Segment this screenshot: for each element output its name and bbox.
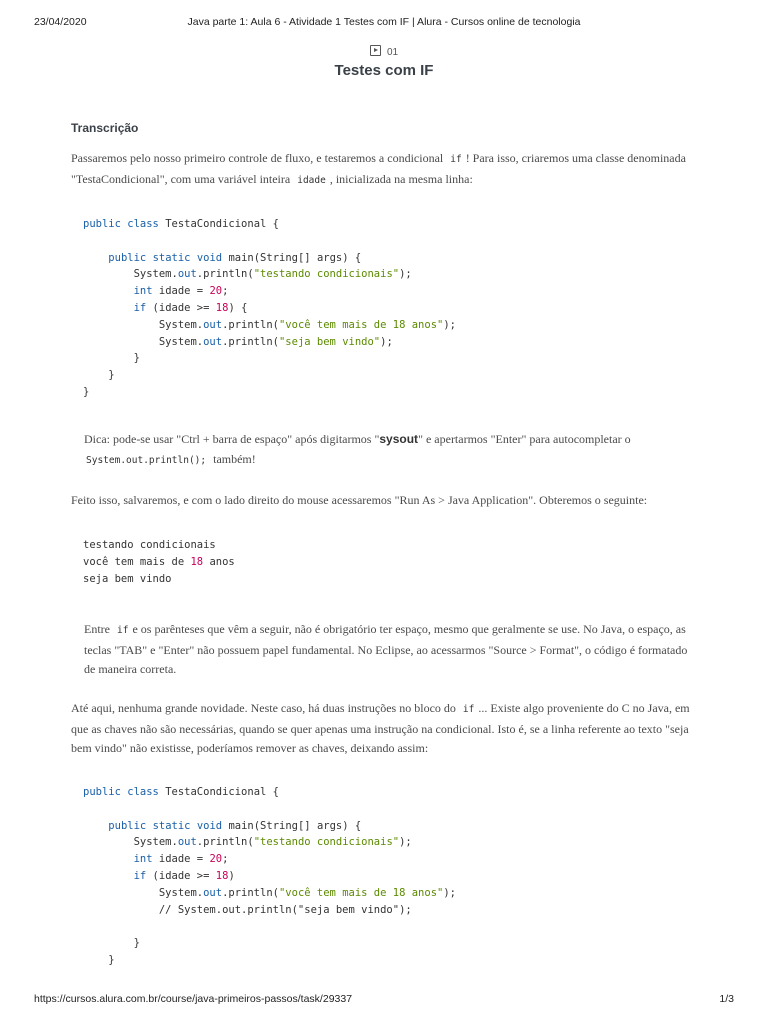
code-token bbox=[83, 870, 134, 882]
tip-bold-sysout: sysout bbox=[379, 432, 419, 446]
spacing-text-1: Entre bbox=[84, 622, 110, 636]
code-line bbox=[83, 283, 456, 300]
code-token: System. bbox=[83, 335, 204, 348]
code-token: .println( bbox=[222, 318, 279, 331]
code-line bbox=[83, 300, 456, 317]
code-token: public bbox=[108, 251, 147, 264]
code-token: class bbox=[127, 218, 159, 230]
code-token: if bbox=[133, 869, 147, 882]
code-token: seja bem vindo bbox=[83, 572, 172, 585]
code-line bbox=[83, 537, 235, 554]
intro-text-3: , inicializada na mesma linha: bbox=[329, 171, 473, 186]
tip-paragraph bbox=[84, 430, 699, 470]
code-token: (idade >= bbox=[146, 869, 216, 882]
page-title: Testes com IF bbox=[334, 62, 434, 79]
print-url: https://cursos.alura.com.br/course/java-primeiros-passos/task/29337 bbox=[34, 993, 353, 1005]
code-token: out bbox=[203, 886, 223, 899]
code-token: class bbox=[127, 786, 159, 798]
tip-text-3: também! bbox=[210, 451, 256, 466]
code-line bbox=[83, 554, 235, 571]
code-line bbox=[83, 935, 456, 952]
inline-code-if-2: if bbox=[117, 625, 129, 636]
intro-paragraph bbox=[71, 149, 699, 190]
code-line bbox=[83, 834, 456, 851]
code-token: ); bbox=[399, 268, 412, 281]
code-line bbox=[83, 952, 456, 969]
code-line bbox=[83, 334, 456, 351]
code-line bbox=[83, 571, 235, 588]
code-token: // System.out.println("seja bem vindo"); bbox=[83, 903, 412, 916]
tip-text-1: Dica: pode-se usar "Ctrl + barra de espaço" após digitarmos " bbox=[84, 432, 380, 446]
code-line bbox=[83, 233, 456, 250]
code-line bbox=[83, 851, 456, 868]
code-token bbox=[83, 302, 134, 314]
code-token: int bbox=[133, 853, 153, 866]
code-token: 18 bbox=[215, 301, 229, 314]
lesson-number bbox=[0, 45, 768, 58]
code-token: } bbox=[83, 385, 90, 398]
code-line bbox=[83, 868, 456, 885]
code-line bbox=[83, 266, 456, 283]
transcript-heading: Transcrição bbox=[71, 121, 139, 135]
code-token: .println( bbox=[196, 836, 254, 849]
code-token: ); bbox=[380, 335, 393, 348]
braces-text-2: ... Existe algo proveniente do C no Java, em que as chaves não são necessárias, quando se quer apenas uma instrução na condicional. Isto é, se a linha referente ao texto "seja bem vindo" não existisse, poderíamos remover as chaves, deixando assim: bbox=[71, 701, 690, 755]
spacing-paragraph bbox=[84, 620, 699, 680]
code-token: "testando condicionais" bbox=[253, 268, 400, 281]
code-token: out bbox=[177, 836, 197, 849]
code-token: System. bbox=[83, 836, 178, 849]
code-line bbox=[83, 784, 456, 801]
code-block-2 bbox=[83, 784, 456, 969]
spacing-text-2: e os parênteses que vêm a seguir, não é obrigatório ter espaço, mesmo que geralmente se use. No Java, o espaço, as teclas "TAB" e "Enter" não possuem papel fundamental. No Eclipse, ao acessarmos "Source > Format", o código é formatado de maneira correta. bbox=[84, 622, 688, 676]
code-token: "testando condicionais" bbox=[253, 836, 400, 849]
code-line bbox=[83, 216, 456, 233]
lesson-number-text: 01 bbox=[386, 47, 399, 58]
code-token: .println( bbox=[222, 335, 279, 348]
code-token: public bbox=[83, 218, 121, 230]
code-line bbox=[83, 818, 456, 835]
code-token: { bbox=[266, 218, 280, 230]
code-token: idade = bbox=[152, 853, 210, 866]
code-token: System. bbox=[83, 268, 178, 281]
code-token: out bbox=[203, 318, 223, 331]
inline-code-if: if bbox=[450, 154, 462, 165]
print-date: 23/04/2020 bbox=[34, 16, 87, 28]
code-token: anos bbox=[203, 555, 235, 568]
code-token: "seja bem vindo" bbox=[278, 335, 381, 348]
code-token: } bbox=[83, 352, 140, 365]
code-token: ; bbox=[222, 853, 229, 866]
play-square-icon bbox=[370, 45, 381, 56]
code-line bbox=[83, 902, 456, 919]
code-token bbox=[83, 285, 134, 297]
braces-text-1: Até aqui, nenhuma grande novidade. Neste caso, há duas instruções no bloco do bbox=[71, 701, 456, 715]
run-paragraph: Feito isso, salvaremos, e com o lado direito do mouse acessaremos "Run As > Java Application". Obteremos o seguinte: bbox=[71, 493, 648, 507]
code-line bbox=[83, 317, 456, 334]
code-token: "você tem mais de 18 anos" bbox=[278, 886, 444, 899]
code-line bbox=[83, 885, 456, 902]
code-token: .println( bbox=[222, 886, 279, 899]
code-token: public bbox=[108, 819, 147, 832]
braces-paragraph bbox=[71, 699, 699, 759]
code-token: TestaCondicional bbox=[165, 218, 267, 230]
code-token: ); bbox=[443, 318, 457, 331]
code-line bbox=[83, 801, 456, 818]
code-block-1 bbox=[83, 216, 456, 401]
code-token: .println( bbox=[196, 268, 254, 281]
code-token: System. bbox=[83, 318, 204, 331]
code-token: 20 bbox=[209, 285, 223, 298]
code-token: (idade >= bbox=[146, 301, 216, 314]
code-token: } bbox=[83, 937, 140, 950]
code-token: out bbox=[177, 268, 197, 281]
inline-code-println: System.out.println(); bbox=[86, 454, 207, 466]
print-page-title: Java parte 1: Aula 6 - Atividade 1 Testes com IF | Alura - Cursos online de tecnologia bbox=[187, 16, 581, 28]
code-token: out bbox=[203, 335, 223, 348]
code-token: testando condicionais bbox=[83, 539, 216, 551]
print-page-number: 1/3 bbox=[719, 993, 734, 1005]
code-token: 18 bbox=[215, 869, 229, 882]
code-token: public bbox=[83, 786, 121, 798]
code-token: main(String[] args) { bbox=[222, 819, 362, 832]
code-line bbox=[83, 918, 456, 935]
code-token bbox=[83, 853, 134, 865]
intro-text-2: ! Para isso, criaremos uma classe denominada "TestaCondicional", com uma variável inteira bbox=[71, 151, 686, 186]
code-token: ); bbox=[443, 886, 457, 899]
code-token: { bbox=[266, 786, 280, 798]
code-token: } bbox=[83, 369, 115, 382]
code-token: void bbox=[196, 819, 223, 832]
code-token: TestaCondicional bbox=[165, 786, 267, 798]
intro-text-1: Passaremos pelo nosso primeiro controle de fluxo, e testaremos a condicional bbox=[71, 151, 444, 165]
code-token: int bbox=[133, 285, 153, 298]
code-line bbox=[83, 350, 456, 367]
code-token: main(String[] args) { bbox=[222, 251, 362, 264]
code-token bbox=[83, 252, 108, 264]
code-token: você tem mais de bbox=[83, 555, 191, 568]
code-token: 18 bbox=[190, 555, 204, 568]
code-token: } bbox=[83, 953, 115, 966]
code-token: static bbox=[152, 819, 191, 832]
code-line bbox=[83, 384, 456, 401]
code-token bbox=[83, 820, 108, 832]
code-token: 20 bbox=[209, 853, 223, 866]
code-line bbox=[83, 250, 456, 267]
code-token: if bbox=[133, 301, 147, 314]
code-token: ); bbox=[399, 836, 412, 849]
output-block bbox=[83, 537, 235, 587]
code-token: idade = bbox=[152, 285, 210, 298]
code-token: "você tem mais de 18 anos" bbox=[278, 318, 444, 331]
code-token: System. bbox=[83, 886, 204, 899]
code-token: void bbox=[196, 251, 223, 264]
code-token: ) { bbox=[228, 301, 248, 314]
code-token: ; bbox=[222, 285, 229, 298]
code-line bbox=[83, 367, 456, 384]
inline-code-if-3: if bbox=[462, 704, 475, 715]
code-token: static bbox=[152, 251, 191, 264]
code-token: ) bbox=[228, 869, 235, 882]
inline-code-idade: idade bbox=[297, 174, 326, 186]
tip-text-2: " e apertarmos "Enter" para autocompletar o bbox=[418, 432, 631, 446]
